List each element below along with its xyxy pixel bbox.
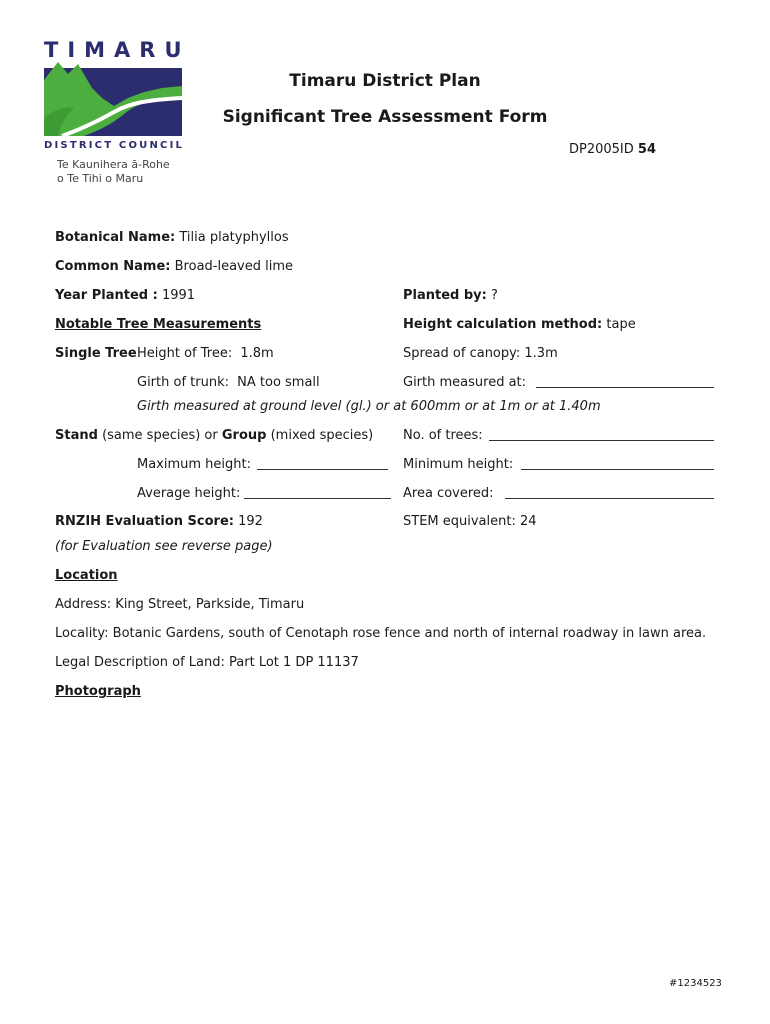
planted-by-value: ? [491, 288, 498, 303]
location-heading: Location [55, 568, 118, 583]
logo-wordmark: TIMARU [44, 38, 191, 62]
spread-label: Spread of canopy: [403, 346, 521, 361]
avg-height-blank[interactable] [244, 485, 391, 499]
height-row [137, 346, 274, 362]
trees-label: No. of trees: [403, 428, 483, 443]
height-value: 1.8m [240, 346, 274, 361]
girth-row [137, 375, 320, 391]
girth-value: NA too small [237, 375, 320, 390]
botanical-label: Botanical Name: [55, 230, 176, 245]
planted-by-label: Planted by: [403, 288, 487, 303]
logo-council-text: DISTRICT COUNCIL [44, 140, 185, 151]
stem-value: 24 [519, 514, 537, 529]
single-tree-label: Single Tree [55, 346, 137, 361]
photograph-area [55, 708, 715, 958]
ref-value: 54 [637, 142, 657, 157]
score-value: 192 [238, 514, 263, 529]
address-label: Address: [55, 597, 112, 612]
common-value: Broad-leaved lime [174, 259, 294, 274]
evaluation-score-row [55, 514, 263, 530]
ref-label: DP2005ID [569, 142, 634, 157]
max-height-blank[interactable] [257, 456, 388, 470]
year-value: 1991 [161, 288, 196, 303]
girth-measured-row [403, 375, 526, 391]
height-label: Height of Tree: [137, 346, 233, 361]
reference-number [569, 142, 656, 157]
common-name-row [55, 259, 293, 275]
locality-value: Botanic Gardens, south of Cenotaph rose fence and north of internal roadway in lawn area. [112, 626, 707, 641]
stem-label: STEM equivalent: [403, 514, 516, 529]
max-height-label: Maximum height: [137, 457, 252, 472]
planted-by-row [403, 288, 498, 304]
min-height-blank[interactable] [521, 456, 714, 470]
spread-value: 1.3m [524, 346, 558, 361]
page-title-text: Timaru District Plan [289, 71, 481, 91]
measurements-heading: Notable Tree Measurements [55, 317, 262, 332]
trees-blank[interactable] [489, 427, 714, 441]
avg-height-label: Average height: [137, 486, 241, 501]
stand-group-row [55, 428, 373, 444]
method-value: tape [606, 317, 636, 332]
legal-row [55, 655, 359, 671]
stand-word: Stand [55, 428, 98, 443]
page-title [0, 71, 770, 91]
min-height-label: Minimum height: [403, 457, 514, 472]
locality-row [55, 626, 706, 642]
legal-label: Legal Description of Land: [55, 655, 225, 670]
stand-paren: (same species) or [102, 428, 218, 443]
locality-label: Locality: [55, 626, 109, 641]
address-value: King Street, Parkside, Timaru [115, 597, 305, 612]
year-label: Year Planted : [55, 288, 158, 303]
page-subtitle [0, 107, 770, 127]
botanical-name-row [55, 230, 289, 246]
stem-row [403, 514, 537, 530]
score-label: RNZIH Evaluation Score: [55, 514, 234, 529]
girth-label: Girth of trunk: [137, 375, 229, 390]
botanical-value: Tilia platyphyllos [179, 230, 289, 245]
girth-at-blank[interactable] [536, 374, 714, 388]
common-label: Common Name: [55, 259, 171, 274]
document-id: #1234523 [669, 978, 722, 989]
legal-value: Part Lot 1 DP 11137 [229, 655, 359, 670]
page-subtitle-text: Significant Tree Assessment Form [222, 107, 548, 127]
photograph-heading: Photograph [55, 684, 141, 699]
group-paren: (mixed species) [270, 428, 374, 443]
area-label: Area covered: [403, 486, 494, 501]
area-blank[interactable] [505, 485, 714, 499]
height-method-row [403, 317, 636, 333]
group-word: Group [221, 428, 267, 443]
year-planted-row [55, 288, 195, 304]
logo-maori-line-1: Te Kaunihera ā-Rohe [57, 158, 170, 171]
logo-maori-line-2: o Te Tihi o Maru [57, 172, 144, 185]
girth-at-label: Girth measured at: [403, 375, 527, 390]
spread-row [403, 346, 558, 362]
address-row [55, 597, 304, 613]
evaluation-note: (for Evaluation see reverse page) [55, 539, 273, 554]
method-label: Height calculation method: [403, 317, 603, 332]
girth-note: Girth measured at ground level (gl.) or at 600mm or at 1m or at 1.40m [137, 399, 601, 414]
